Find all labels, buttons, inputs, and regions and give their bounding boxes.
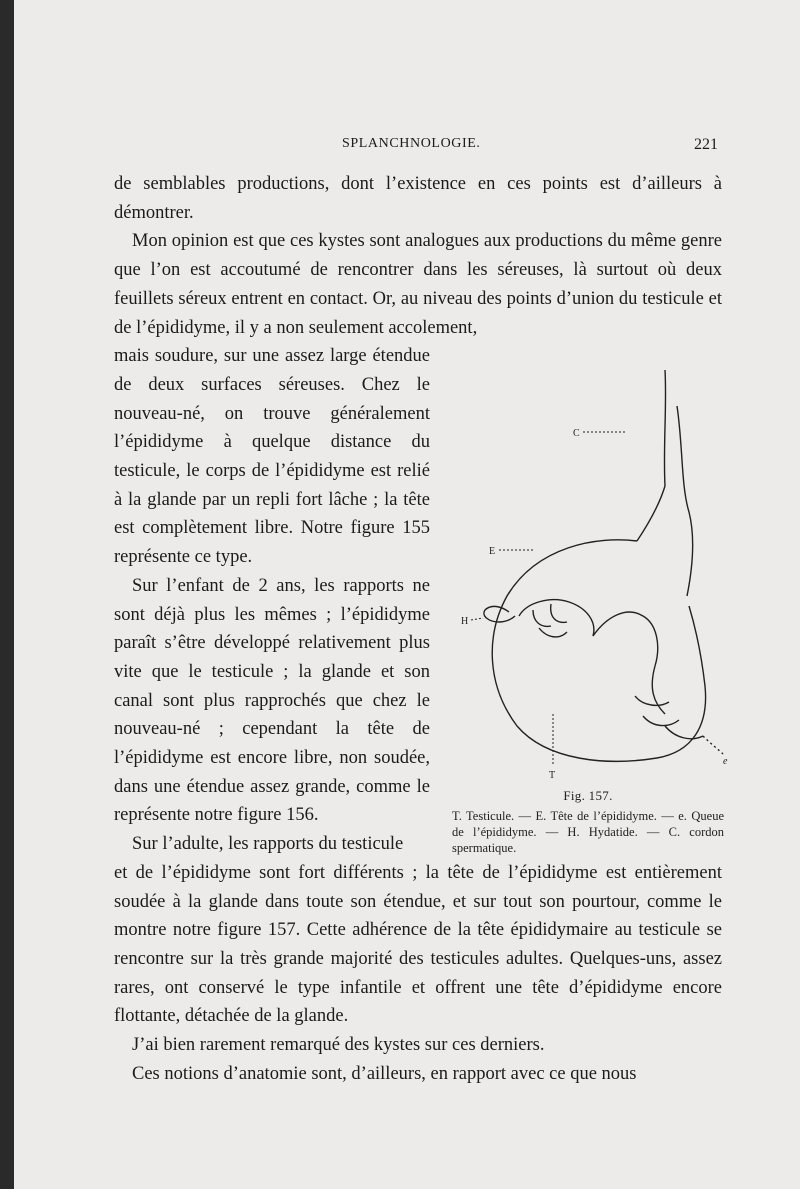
paragraph-4-full: et de l’épididyme sont fort différents ; la tête de l’épididyme est entièrement soudée à la glande dans toute son étendue, et sur tout son pourtour, comme le montre notre figure 157. Cette adhérence de la tête épididymaire au testicule se rencontre sur la très grande majorité des testicules adultes. Quelques-uns, assez rares, ont conservé le type infantile et offrent une tête d’épididyme encore flottante, détachée de la glande. xyxy=(114,862,722,1027)
paragraph-2-full: Mon opinion est que ces kystes sont analogues aux productions du même genre que l’on est accoutumé de rencontrer dans les séreuses, là surtout où deux feuillets séreux entrent en contact. Or, au niveau des points d’union du testicule et de l’épididyme, il y a non seulement accolement, xyxy=(114,231,722,338)
cord-line-right xyxy=(677,406,693,596)
figure-caption xyxy=(452,788,724,856)
paragraph-3: Sur l’enfant de 2 ans, les rapports ne sont déjà plus les mêmes ; l’épididyme paraît s’être développé relativement plus vite que le testicule ; la glande et son canal sont plus rapprochés que chez le nouveau-né ; cependant la tête de l’épididyme est encore libre, non soudée, dans une étendue assez grande, comme le représente notre figure 156. xyxy=(114,575,430,826)
book-page xyxy=(14,0,800,1189)
paragraph-1: de semblables productions, dont l’existence en ces points est d’ailleurs à démontrer. xyxy=(114,174,722,223)
label-t: T xyxy=(549,770,556,781)
caption-title: Fig. 157. xyxy=(563,788,613,803)
label-c: C xyxy=(573,428,580,439)
paragraph-5: J’ai bien rarement remarqué des kystes sur ces derniers. xyxy=(132,1035,545,1056)
label-e-small: e xyxy=(723,756,728,767)
paragraph-4-narrow: Sur l’adulte, les rapports du testicule xyxy=(132,834,404,855)
testicle-illustration xyxy=(447,366,737,786)
running-title: SPLANCHNOLOGIE. xyxy=(342,136,481,151)
caption-body: T. Testicule. — E. Tête de l’épididyme. — e. Queue de l’épididyme. — H. Hydatide. — C. cordon spermatique. xyxy=(452,809,724,855)
figure-157 xyxy=(447,366,737,786)
running-head xyxy=(14,136,800,158)
testis-outline xyxy=(492,540,705,761)
page-number: 221 xyxy=(694,136,718,153)
paragraph-2-narrow: mais soudure, sur une assez large étendue de deux surfaces séreuses. Chez le nouveau-né, on trouve généralement l’épididyme à quelque distance du testicule, le corps de l’épididyme est relié à la glande par un repli fort lâche ; la tête est complètement libre. Notre figure 155 représente ce type. xyxy=(114,346,430,568)
label-e: E xyxy=(489,546,496,557)
cord-line-left xyxy=(664,370,665,486)
label-h: H xyxy=(461,616,469,627)
paragraph-6: Ces notions d’anatomie sont, d’ailleurs, en rapport avec ce que nous xyxy=(132,1063,637,1084)
